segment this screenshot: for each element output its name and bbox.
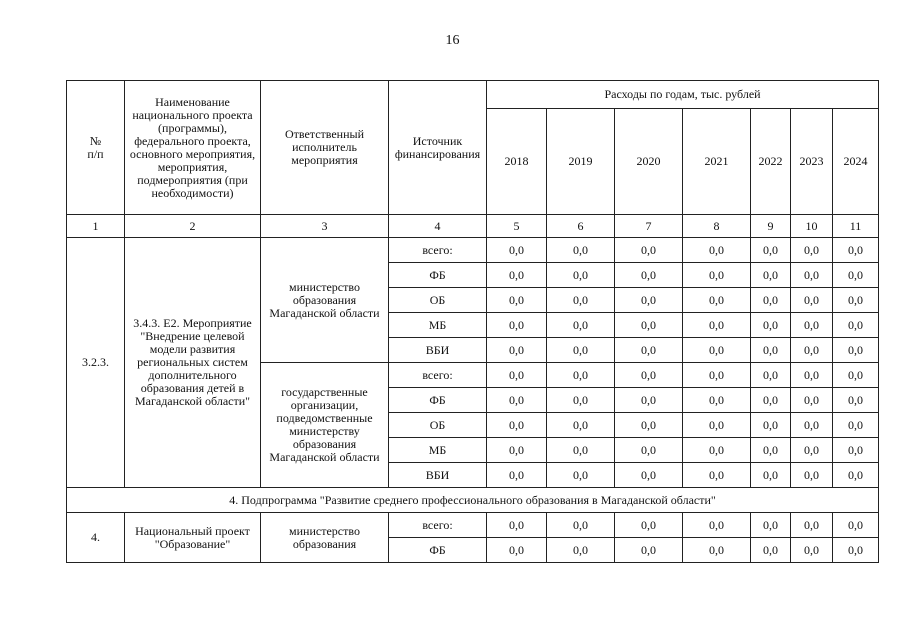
header-name: Наименование национального проекта (программы), федерального проекта, основного мероприятия, мероприятия, подмероприятия (при необходимости) (125, 81, 261, 215)
value-cell: 0,0 (751, 438, 791, 463)
value-cell: 0,0 (833, 338, 879, 363)
header-year: 2018 (487, 109, 547, 215)
value-cell: 0,0 (751, 288, 791, 313)
value-cell: 0,0 (833, 263, 879, 288)
value-cell: 0,0 (487, 363, 547, 388)
value-cell: 0,0 (683, 338, 751, 363)
funding-source: всего: (389, 238, 487, 263)
value-cell: 0,0 (615, 363, 683, 388)
value-cell: 0,0 (683, 263, 751, 288)
value-cell: 0,0 (833, 463, 879, 488)
value-cell: 0,0 (487, 438, 547, 463)
value-cell: 0,0 (791, 263, 833, 288)
value-cell: 0,0 (683, 363, 751, 388)
value-cell: 0,0 (487, 463, 547, 488)
value-cell: 0,0 (615, 438, 683, 463)
value-cell: 0,0 (751, 413, 791, 438)
header-expenses: Расходы по годам, тыс. рублей (487, 81, 879, 109)
column-number: 5 (487, 215, 547, 238)
funding-source: ВБИ (389, 338, 487, 363)
value-cell: 0,0 (615, 288, 683, 313)
value-cell: 0,0 (791, 288, 833, 313)
executor: министерство образования (261, 513, 389, 563)
value-cell: 0,0 (751, 388, 791, 413)
funding-source: ВБИ (389, 463, 487, 488)
value-cell: 0,0 (751, 538, 791, 563)
header-year: 2021 (683, 109, 751, 215)
value-cell: 0,0 (751, 513, 791, 538)
page-number: 16 (445, 33, 460, 48)
value-cell: 0,0 (487, 413, 547, 438)
column-number: 2 (125, 215, 261, 238)
value-cell: 0,0 (615, 338, 683, 363)
subprogram-title: 4. Подпрограмма "Развитие среднего профессионального образования в Магаданской области" (67, 488, 879, 513)
value-cell: 0,0 (791, 513, 833, 538)
value-cell: 0,0 (487, 313, 547, 338)
value-cell: 0,0 (683, 538, 751, 563)
funding-source: ОБ (389, 413, 487, 438)
column-number: 1 (67, 215, 125, 238)
value-cell: 0,0 (791, 388, 833, 413)
value-cell: 0,0 (547, 388, 615, 413)
header-year: 2024 (833, 109, 879, 215)
value-cell: 0,0 (683, 438, 751, 463)
value-cell: 0,0 (751, 363, 791, 388)
value-cell: 0,0 (615, 538, 683, 563)
value-cell: 0,0 (683, 413, 751, 438)
value-cell: 0,0 (751, 463, 791, 488)
value-cell: 0,0 (791, 338, 833, 363)
value-cell: 0,0 (487, 388, 547, 413)
funding-source: всего: (389, 363, 487, 388)
funding-source: МБ (389, 438, 487, 463)
value-cell: 0,0 (547, 463, 615, 488)
header-year: 2022 (751, 109, 791, 215)
executor: министерство образования Магаданской области (261, 238, 389, 363)
value-cell: 0,0 (833, 313, 879, 338)
value-cell: 0,0 (547, 438, 615, 463)
funding-source: ФБ (389, 388, 487, 413)
value-cell: 0,0 (487, 538, 547, 563)
header-executor: Ответственный исполнитель мероприятия (261, 81, 389, 215)
column-number: 9 (751, 215, 791, 238)
value-cell: 0,0 (833, 288, 879, 313)
value-cell: 0,0 (615, 513, 683, 538)
funding-source: ОБ (389, 288, 487, 313)
value-cell: 0,0 (547, 338, 615, 363)
column-number: 8 (683, 215, 751, 238)
value-cell: 0,0 (683, 238, 751, 263)
value-cell: 0,0 (683, 463, 751, 488)
value-cell: 0,0 (791, 413, 833, 438)
value-cell: 0,0 (547, 263, 615, 288)
measure-name: Национальный проект "Образование" (125, 513, 261, 563)
value-cell: 0,0 (487, 338, 547, 363)
value-cell: 0,0 (751, 263, 791, 288)
value-cell: 0,0 (833, 363, 879, 388)
row-number: 4. (67, 513, 125, 563)
value-cell: 0,0 (833, 538, 879, 563)
funding-source: ФБ (389, 538, 487, 563)
value-cell: 0,0 (487, 238, 547, 263)
value-cell: 0,0 (833, 438, 879, 463)
value-cell: 0,0 (547, 413, 615, 438)
value-cell: 0,0 (833, 238, 879, 263)
value-cell: 0,0 (547, 313, 615, 338)
column-number: 7 (615, 215, 683, 238)
column-number: 4 (389, 215, 487, 238)
value-cell: 0,0 (683, 513, 751, 538)
column-number: 3 (261, 215, 389, 238)
value-cell: 0,0 (791, 313, 833, 338)
column-number: 10 (791, 215, 833, 238)
value-cell: 0,0 (615, 388, 683, 413)
value-cell: 0,0 (547, 513, 615, 538)
value-cell: 0,0 (833, 388, 879, 413)
column-number: 6 (547, 215, 615, 238)
value-cell: 0,0 (547, 288, 615, 313)
value-cell: 0,0 (547, 238, 615, 263)
value-cell: 0,0 (751, 313, 791, 338)
value-cell: 0,0 (615, 313, 683, 338)
value-cell: 0,0 (615, 263, 683, 288)
value-cell: 0,0 (791, 538, 833, 563)
value-cell: 0,0 (487, 263, 547, 288)
value-cell: 0,0 (547, 538, 615, 563)
value-cell: 0,0 (791, 438, 833, 463)
value-cell: 0,0 (833, 513, 879, 538)
header-year: 2020 (615, 109, 683, 215)
value-cell: 0,0 (615, 413, 683, 438)
value-cell: 0,0 (791, 238, 833, 263)
header-year: 2019 (547, 109, 615, 215)
row-number: 3.2.3. (67, 238, 125, 488)
value-cell: 0,0 (751, 338, 791, 363)
funding-source: ФБ (389, 263, 487, 288)
value-cell: 0,0 (791, 463, 833, 488)
budget-table (66, 80, 879, 563)
column-number: 11 (833, 215, 879, 238)
value-cell: 0,0 (683, 388, 751, 413)
header-num: № п/п (67, 81, 125, 215)
header-year: 2023 (791, 109, 833, 215)
funding-source: МБ (389, 313, 487, 338)
value-cell: 0,0 (547, 363, 615, 388)
value-cell: 0,0 (615, 238, 683, 263)
executor: государственные организации, подведомственные министерству образования Магаданской области (261, 363, 389, 488)
value-cell: 0,0 (833, 413, 879, 438)
value-cell: 0,0 (751, 238, 791, 263)
value-cell: 0,0 (487, 288, 547, 313)
funding-source: всего: (389, 513, 487, 538)
value-cell: 0,0 (683, 313, 751, 338)
value-cell: 0,0 (683, 288, 751, 313)
value-cell: 0,0 (487, 513, 547, 538)
value-cell: 0,0 (615, 463, 683, 488)
measure-name: 3.4.3. E2. Мероприятие "Внедрение целевой модели развития региональных систем дополнительного образования детей в Магаданской области" (125, 238, 261, 488)
value-cell: 0,0 (791, 363, 833, 388)
header-source: Источник финансирования (389, 81, 487, 215)
